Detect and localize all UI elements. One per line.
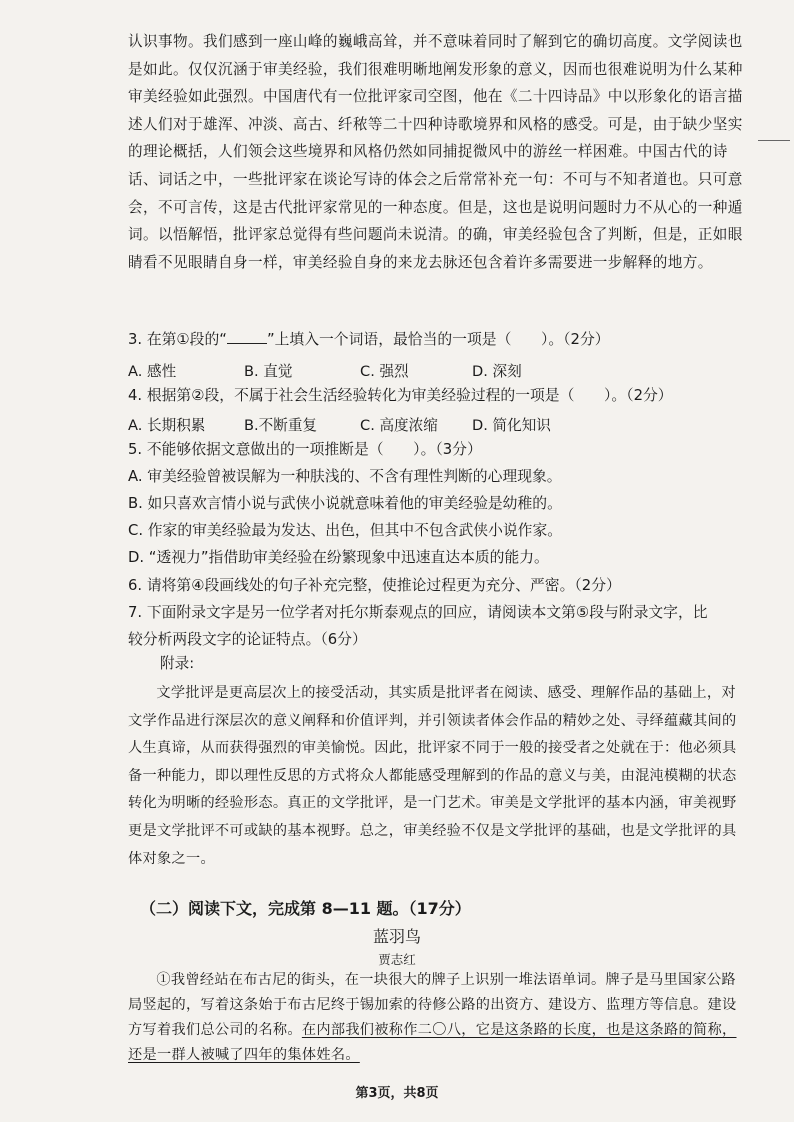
question-5-option-c: C. 作家的审美经验最为发达、出色，但其中不包含武侠小说作家。 xyxy=(128,522,563,539)
option-d: D. 简化知识 xyxy=(472,417,551,434)
question-7-line-1: 7. 下面附录文字是另一位学者对托尔斯泰观点的回应，请阅读本文第⑤段与附录文字，比 xyxy=(128,604,708,621)
passage-continuation: 认识事物。我们感到一座山峰的巍峨高耸，并不意味着同时了解到它的确切高度。文学阅读也是如此。仅仅沉涵于审美经验，我们很难明晰地阐发形象的意义，因而也很难说明为什么某种审美经验如此强烈。中国唐代有一位批评家司空图，他在《二十四诗品》中以形象化的语言描述人们对于雄浑、冲淡、高古、纤秾等二十四种诗歌境界和风格的感受。可是，由于缺少坚实的理论概括，人们领会这些境界和风格仍然如同捕捉微风中的游丝一样困难。中国古代的诗话、词话之中，一些批评家在谈论写诗的体会之后常常补充一句：不可与不知者道也。只可意会，不可言传，这是古代批评家常见的一种态度。但是，这也是说明问题时力不从心的一种遁词。以悟解悟，批评家总觉得有些问题尚未说清。的确，审美经验包含了判断，但是，正如眼睛看不见眼睛自身一样，审美经验自身的来龙去脉还包含着许多需要进一步解释的地方。 xyxy=(128,33,743,271)
question-4-options xyxy=(128,414,551,435)
option-c: C. 高度浓缩 xyxy=(360,417,438,434)
story-author: 贾志红 xyxy=(378,952,416,967)
question-6: 6. 请将第④段画线处的句子补充完整，使推论过程更为充分、严密。（2分） xyxy=(128,577,621,594)
question-3-text-pre: 3. 在第①段的“ xyxy=(128,331,227,348)
story-text: ①我曾经站在布古尼的街头，在一块很大的牌子上识别一堆法语单词。牌子是马里国家公路局竖起的，写着这条始于布古尼终于锡加索的待修公路的出资方、建设方、监理方等信息。建设方写着我们总公司的名称。 xyxy=(128,972,737,1038)
question-3-text-post: ”上填入一个词语，最恰当的一项是（ ）。（2分） xyxy=(266,331,610,348)
section-heading: （二）阅读下文，完成第 8—11 题。（17分） xyxy=(140,899,471,918)
option-c: C. 强烈 xyxy=(360,363,409,380)
question-5-option-d: D. “透视力”指借助审美经验在纷繁现象中迅速直达本质的能力。 xyxy=(128,549,549,566)
fill-blank xyxy=(227,343,267,344)
option-b: B.不断重复 xyxy=(244,417,318,434)
option-d: D. 深刻 xyxy=(472,363,522,380)
story-title: 蓝羽鸟 xyxy=(372,927,421,946)
question-5: 5. 不能够依据文意做出的一项推断是（ ）。（3分） xyxy=(128,441,482,458)
question-7-line-2: 较分析两段文字的论证特点。（6分） xyxy=(128,631,367,648)
option-b: B. 直觉 xyxy=(244,363,293,380)
appendix-text: 文学批评是更高层次上的接受活动，其实质是批评者在阅读、感受、理解作品的基础上，对文学作品进行深层次的意义阐释和价值评判，并引领读者体会作品的精妙之处、寻绎蕴藏其间的人生真谛，从而获得强烈的审美愉悦。因此，批评家不同于一般的接受者之处就在于：他必须具备一种能力，即以理性反思的方式将众人都能感受理解到的作品的意义与美，由混沌模糊的状态转化为明晰的经验形态。真正的文学批评，是一门艺术。审美是文学批评的基本内涵，审美视野更是文学批评不可或缺的基本视野。总之，审美经验不仅是文学批评的基础，也是文学批评的具体对象之一。 xyxy=(128,685,737,867)
question-3 xyxy=(128,326,610,353)
option-a: A. 长期积累 xyxy=(128,417,206,434)
question-5-option-a: A. 审美经验曾被误解为一种肤浅的、不含有理性判断的心理现象。 xyxy=(128,468,562,485)
question-3-options xyxy=(128,360,522,381)
question-4: 4. 根据第②段，不属于社会生活经验转化为审美经验过程的一项是（ ）。（2分） xyxy=(128,387,673,404)
question-5-option-b: B. 如只喜欢言情小说与武侠小说就意味着他的审美经验是幼稚的。 xyxy=(128,495,562,512)
story-paragraph-1 xyxy=(128,968,740,1068)
underlined-sentence: 在内部我们被称作二〇八，它是这条路的长度，也是这条路的简称，还是一群人被喊了四年的集体姓名。 xyxy=(128,1022,737,1063)
appendix-label: 附录: xyxy=(160,655,195,672)
page-footer: 第3页，共8页 xyxy=(355,1086,439,1101)
option-a: A. 感性 xyxy=(128,363,177,380)
margin-mark xyxy=(758,140,790,141)
